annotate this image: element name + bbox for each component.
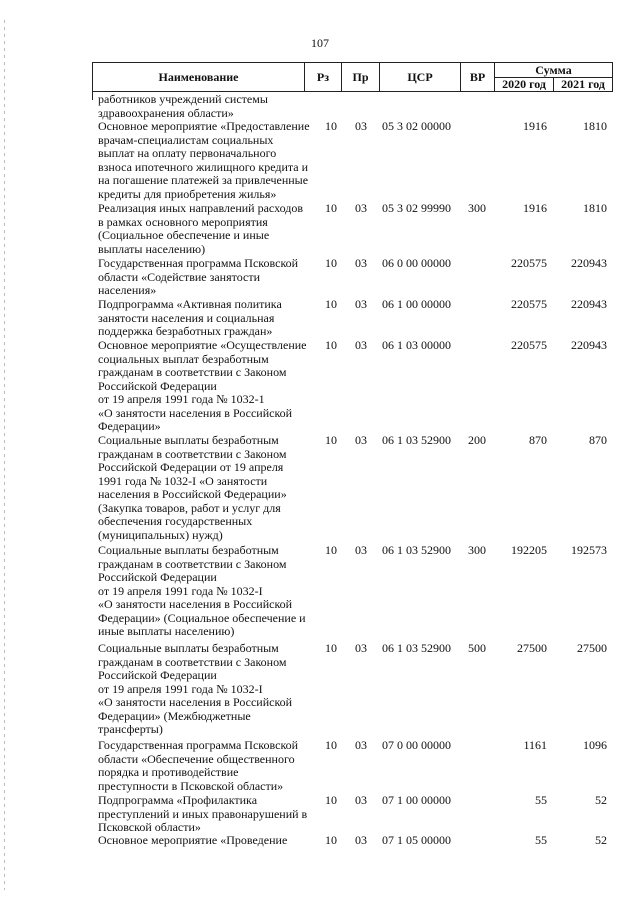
row-rz: 10: [325, 433, 337, 447]
header-csr: ЦСР: [380, 63, 461, 91]
row-pr: 03: [355, 433, 367, 447]
row-sum-2020: 220575: [511, 256, 547, 270]
row-name-line: кредиты для приобретения жилья»: [98, 186, 277, 201]
row-name: [98, 434, 310, 542]
row-name-line: от 19 апреля 1991 года № 1032-I: [98, 583, 263, 598]
header-pr: Пр: [342, 63, 380, 91]
row-sum-2020: 192205: [511, 543, 547, 557]
row-sum-2021: 870: [589, 433, 607, 447]
row-rz: 10: [325, 543, 337, 557]
header-sum: Сумма: [495, 63, 612, 78]
row-name-line: выплаты населению): [98, 241, 206, 256]
row-name-line: Федерации» (Социальное обеспечение и: [98, 610, 306, 625]
row-name: [98, 739, 310, 793]
row-name-line: преступлений и иных правонарушений в: [98, 806, 308, 821]
row-vr: 300: [468, 201, 486, 215]
row-pr: 03: [355, 338, 367, 352]
row-pr: 03: [355, 297, 367, 311]
row-rz: 10: [325, 256, 337, 270]
row-name-line: гражданам в соответствии с Законом: [98, 654, 287, 669]
row-name-line: врачам-специалистам социальных: [98, 132, 274, 147]
row-rz: 10: [325, 793, 337, 807]
row-name-line: (Закупка товаров, работ и услуг для: [98, 500, 281, 515]
row-name-line: социальных выплат безработным: [98, 351, 269, 366]
row-name-line: работников учреждений системы: [98, 92, 268, 106]
row-pr: 03: [355, 793, 367, 807]
row-sum-2021: 220943: [571, 338, 607, 352]
row-sum-2021: 27500: [577, 641, 607, 655]
row-name-line: области «Обеспечение общественного: [98, 751, 295, 766]
row-rz: 10: [325, 833, 337, 847]
row-name-line: Государственная программа Псковской: [98, 256, 299, 270]
row-name-line: Социальные выплаты безработным: [98, 433, 279, 447]
row-name-line: занятости населения и социальная: [98, 310, 275, 325]
row-name: [98, 257, 310, 298]
row-sum-2020: 1916: [523, 119, 547, 133]
row-name-line: выплат на оплату первоначального: [98, 146, 277, 160]
row-name: [98, 544, 310, 639]
row-rz: 10: [325, 738, 337, 752]
row-sum-2020: 1916: [523, 201, 547, 215]
row-name-line: в рамках основного мероприятия: [98, 214, 268, 229]
row-name-line: области «Содействие занятости: [98, 269, 260, 284]
row-name-line: Государственная программа Псковской: [98, 738, 299, 752]
row-name-line: Подпрограмма «Активная политика: [98, 297, 282, 311]
header-year-2021: 2021 год: [561, 77, 605, 91]
row-name-line: преступности в Псковской области»: [98, 778, 284, 793]
table-left-rule: [92, 92, 93, 100]
header-rz: Рз: [305, 63, 342, 91]
header-name: Наименование: [93, 63, 305, 91]
row-csr: 07 0 00 00000: [382, 738, 451, 752]
row-name-line: здравоохранения области»: [98, 105, 234, 120]
header-vr: ВР: [461, 63, 495, 91]
row-rz: 10: [325, 338, 337, 352]
row-sum-2021: 52: [595, 793, 607, 807]
row-sum-2020: 1161: [523, 738, 547, 752]
row-name-line: населения в Российской Федерации»: [98, 487, 287, 501]
scan-edge: [4, 20, 5, 890]
row-name-line: гражданам в соответствии с Законом: [98, 365, 287, 379]
row-pr: 03: [355, 738, 367, 752]
row-name-line: иные выплаты населению): [98, 624, 235, 638]
row-sum-2020: 27500: [517, 641, 547, 655]
row-rz: 10: [325, 297, 337, 311]
row-csr: 06 1 03 00000: [382, 338, 451, 352]
row-csr: 06 1 03 52900: [382, 641, 451, 655]
row-csr: 05 3 02 00000: [382, 119, 451, 133]
row-pr: 03: [355, 256, 367, 270]
row-name-line: Подпрограмма «Профилактика: [98, 793, 258, 807]
row-csr: 05 3 02 99990: [382, 201, 451, 215]
row-name-line: Основное мероприятие «Осуществление: [98, 338, 307, 352]
row-sum-2021: 1810: [583, 119, 607, 133]
row-vr: 200: [468, 433, 486, 447]
row-name-line: Реализация иных направлений расходов: [98, 201, 304, 215]
row-name: [98, 298, 310, 339]
row-csr: 06 1 03 52900: [382, 433, 451, 447]
row-name-line: на погашение платежей за привлеченные: [98, 173, 309, 187]
row-pr: 03: [355, 201, 367, 215]
row-sum-2020: 220575: [511, 338, 547, 352]
row-name-line: от 19 апреля 1991 года № 1032-1: [98, 392, 265, 406]
row-name-line: Социальные выплаты безработным: [98, 641, 279, 655]
row-name-line: (муниципальных) нужд): [98, 527, 223, 542]
row-name-line: взноса ипотечного жилищного кредита и: [98, 159, 309, 174]
row-name-line: от 19 апреля 1991 года № 1032-I: [98, 681, 263, 696]
row-vr: 500: [468, 641, 486, 655]
row-sum-2020: 220575: [511, 297, 547, 311]
row-name-line: Федерации»: [98, 419, 161, 433]
row-sum-2020: 870: [529, 433, 547, 447]
page-number: 107: [311, 36, 329, 50]
row-name-line: Основное мероприятие «Проведение: [98, 833, 288, 847]
row-name-line: обеспечения государственных: [98, 514, 253, 528]
row-sum-2021: 52: [595, 833, 607, 847]
row-name: [98, 834, 310, 848]
row-name-line: Федерации» (Межбюджетные: [98, 708, 251, 723]
row-name-line: «О занятости населения в Российской: [98, 405, 293, 420]
row-name-line: «О занятости населения в Российской: [98, 597, 293, 611]
row-name-line: Основное мероприятие «Предоставление: [98, 119, 310, 133]
row-name-line: Социальные выплаты безработным: [98, 543, 279, 557]
row-csr: 06 0 00 00000: [382, 256, 451, 270]
row-csr: 07 1 05 00000: [382, 833, 451, 847]
row-sum-2021: 220943: [571, 297, 607, 311]
row-sum-2021: 1810: [583, 201, 607, 215]
row-name: [98, 339, 310, 434]
row-name-line: гражданам в соответствии с Законом: [98, 556, 287, 571]
row-name-line: трансферты): [98, 722, 163, 736]
row-name: [98, 794, 310, 835]
row-name-line: Российской Федерации: [98, 570, 217, 584]
row-rz: 10: [325, 641, 337, 655]
row-pr: 03: [355, 833, 367, 847]
row-name-line: порядка и противодействие: [98, 765, 239, 779]
row-sum-2020: 55: [535, 833, 547, 847]
row-name-line: гражданам в соответствии с Законом: [98, 446, 287, 461]
row-name-line: населения»: [98, 283, 157, 297]
row-name: [98, 93, 310, 120]
row-csr: 06 1 00 00000: [382, 297, 451, 311]
row-rz: 10: [325, 201, 337, 215]
row-name: [98, 120, 310, 201]
row-name-line: поддержка безработных граждан»: [98, 324, 273, 338]
row-sum-2021: 220943: [571, 256, 607, 270]
row-rz: 10: [325, 119, 337, 133]
row-name-line: Российской Федерации: [98, 378, 217, 393]
table-header: [92, 62, 613, 92]
row-name-line: (Социальное обеспечение и иные: [98, 228, 270, 242]
row-name-line: «О занятости населения в Российской: [98, 695, 293, 709]
row-csr: 06 1 03 52900: [382, 543, 451, 557]
row-name-line: Псковской области»: [98, 820, 201, 834]
row-name-line: Российской Федерации: [98, 668, 217, 682]
row-name-line: 1991 года № 1032-I «О занятости: [98, 473, 268, 488]
row-pr: 03: [355, 119, 367, 133]
row-name: [98, 642, 310, 737]
row-pr: 03: [355, 641, 367, 655]
row-name-line: Российской Федерации от 19 апреля: [98, 460, 284, 474]
row-csr: 07 1 00 00000: [382, 793, 451, 807]
row-sum-2021: 1096: [583, 738, 607, 752]
row-vr: 300: [468, 543, 486, 557]
header-year-2020: 2020 год: [495, 78, 554, 91]
row-pr: 03: [355, 543, 367, 557]
row-sum-2021: 192573: [571, 543, 607, 557]
row-name: [98, 202, 310, 256]
row-sum-2020: 55: [535, 793, 547, 807]
